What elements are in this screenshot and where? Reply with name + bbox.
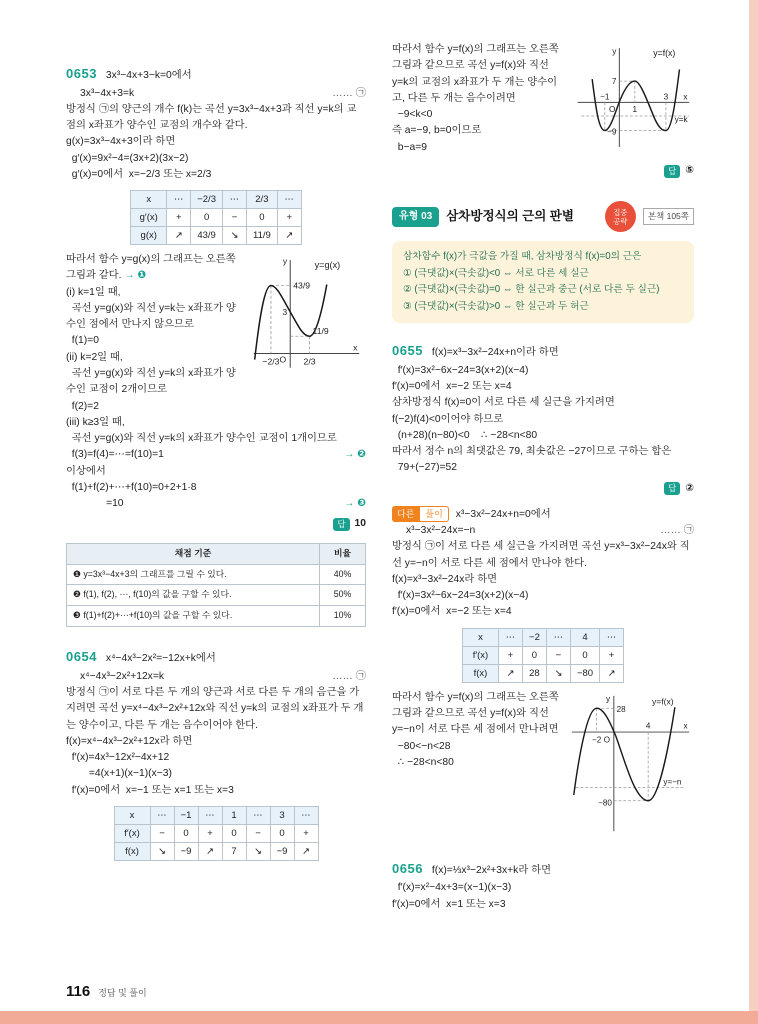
table-cell: ↘	[222, 227, 246, 245]
sign-table-0655	[462, 628, 624, 683]
text-line: f(−2)f(4)<0이어야 하므로	[392, 413, 504, 425]
table-cell: ↘	[546, 664, 570, 682]
problem-first-line: x⁴−4x³−2x²=−12x+k에서	[105, 653, 216, 665]
graph-label-x-axis: x	[353, 342, 358, 353]
concept-box	[392, 241, 694, 323]
graph-label-max: 43/9	[293, 280, 311, 291]
graph-label-x-min: 2/3	[303, 356, 316, 367]
text-line: ① (극댓값)×(극솟값)<0 ⇔ 서로 다른 세 실근	[403, 267, 589, 279]
table-cell: 0	[174, 824, 198, 842]
text-line: 즉 a=−9, b=0이므로	[392, 125, 482, 137]
table-cell: x	[114, 806, 150, 824]
equation: x⁴−4x³−2x²+12x=k	[80, 670, 164, 682]
answer-value: ②	[685, 482, 694, 494]
focus-badge-line2: 공략	[613, 216, 628, 226]
table-row	[131, 191, 302, 209]
text-line: (iii) k≥3일 때,	[66, 416, 125, 428]
graph-label-line: y=k	[674, 114, 688, 124]
table-header-cell: 채점 기준	[67, 543, 320, 564]
alt-first-line: x³−3x²−24x+n=0에서	[455, 508, 551, 520]
table-header-cell: 비율	[320, 543, 366, 564]
graph-label-x-max: −2/3	[262, 356, 280, 367]
table-cell: +	[198, 824, 222, 842]
text-line: 따라서 정수 n의 최댓값은 79, 최솟값은 −27이므로 구하는 합은	[392, 446, 672, 458]
text-line: 방정식 ㉠이 서로 다른 두 개의 양근과 서로 다른 두 개의 음근을 가지려면 곡선 y=x⁴−4x³−2x²+12x와 직선 y=k의 교점의 x좌표가 두 개는 양수이고, 다른 두 개는 음수이어야 한다.	[66, 687, 364, 731]
table-cell: −	[150, 824, 174, 842]
table-cell: x	[462, 628, 498, 646]
solution-text	[392, 363, 694, 477]
graph-label-function: y=g(x)	[314, 260, 341, 271]
focus-badge-line1: 집중	[613, 207, 628, 217]
answer-line	[392, 163, 694, 179]
table-cell: ↗	[277, 227, 301, 245]
table-row	[462, 664, 623, 682]
text-line: 79+(−27)=52	[392, 462, 457, 474]
graph-0653	[251, 254, 366, 388]
solution-text	[66, 685, 366, 799]
table-row	[462, 628, 623, 646]
graph-0654	[566, 44, 694, 155]
type-03-section	[392, 201, 694, 323]
problem-0656	[392, 859, 694, 913]
graph-label-x-axis: x	[683, 720, 688, 730]
text-line: f′(x)=3x²−6x−24=3(x+2)(x−4)	[392, 364, 529, 376]
problem-number: 0655	[392, 343, 423, 359]
problem-number: 0653	[66, 66, 97, 81]
solution-sentence: f(3)=f(4)=⋯=f(10)=1	[66, 449, 164, 461]
table-cell: +	[277, 209, 301, 227]
graph-label-y-axis: y	[612, 46, 617, 56]
table-row	[114, 806, 318, 824]
graph-label-x1: −2	[592, 735, 602, 745]
table-cell: ⋯	[294, 806, 318, 824]
function-curve	[255, 285, 327, 360]
equation: 3x³−4x+3=k	[80, 87, 135, 99]
graph-label-x1: −1	[600, 92, 610, 102]
table-cell: ❶ y=3x³−4x+3의 그래프를 그릴 수 있다.	[67, 564, 320, 585]
table-cell: −1	[174, 806, 198, 824]
graph-label-x3: 3	[663, 92, 669, 102]
graph-paragraph-0655	[392, 690, 694, 841]
problem-number: 0656	[392, 860, 423, 876]
table-cell: +	[294, 824, 318, 842]
graph-label-x-axis: x	[683, 92, 688, 102]
solution-text	[66, 464, 366, 497]
table-cell: 10%	[320, 606, 366, 627]
table-row	[131, 209, 302, 227]
solution-sentence: 따라서 함수 y=f(x)의 그래프는 오른쪽 그림과 같으므로 곡선 y=f(x)와 직선 y=k의 교점의 x좌표가 두 개는 양수이고, 다른 두 개는 음수이려면	[392, 44, 562, 104]
table-cell: ↗	[498, 664, 522, 682]
text-line: ② (극댓값)×(극솟값)=0 ⇔ 한 실근과 중근 (서로 다른 두 실근)	[403, 284, 660, 296]
sign-table-0654	[114, 806, 319, 861]
problem-head	[392, 341, 694, 362]
table-cell: 43/9	[191, 227, 223, 245]
graph-label-x2: 4	[645, 720, 651, 730]
table-cell: ⋯	[222, 191, 246, 209]
text-line: f(1)=0	[66, 335, 99, 347]
table-row	[114, 824, 318, 842]
table-cell: 50%	[320, 585, 366, 606]
answer-value: 10	[354, 518, 366, 530]
text-line: 곡선 y=g(x)와 직선 y=k의 x좌표가 양수인 교점이 1개이므로	[66, 433, 337, 445]
text-line: g′(x)=0에서 x=−2/3 또는 x=2/3	[66, 168, 212, 180]
type-header	[392, 201, 694, 232]
book-page-reference: 본책 105쪽	[643, 208, 694, 225]
table-row	[114, 842, 318, 860]
problem-0655	[392, 341, 694, 841]
problem-0654-continued	[392, 42, 694, 181]
table-row	[462, 646, 623, 664]
right-column	[392, 42, 694, 917]
table-cell: 0	[270, 824, 294, 842]
table-cell: 40%	[320, 564, 366, 585]
table-cell: ↗	[167, 227, 191, 245]
answer-badge: 답	[664, 165, 680, 178]
problem-first-line: 3x³−4x+3−k=0에서	[105, 70, 192, 81]
text-line: 삼차함수 f(x)가 극값을 가질 때, 삼차방정식 f(x)=0의 근은	[403, 251, 642, 263]
text-line: f′(x)=4x³−12x²−4x+12	[66, 752, 170, 764]
table-cell: 0	[222, 824, 246, 842]
table-cell: ↘	[246, 842, 270, 860]
table-cell: 4	[570, 628, 599, 646]
solution-sentence: 따라서 함수 y=f(x)의 그래프는 오른쪽 그림과 같으므로 곡선 y=f(x)와 직선 y=−n이 서로 다른 세 점에서 만나려면	[392, 691, 562, 736]
graph-label-line: y=−n	[663, 777, 682, 787]
graph-label-min: −80	[598, 798, 612, 808]
page-edge-strip-right	[749, 0, 758, 1024]
text-line: (ii) k=2일 때,	[66, 351, 123, 363]
text-line: f(x)=x³−3x²−24x라 하면	[392, 573, 498, 585]
table-cell: g(x)	[131, 227, 167, 245]
text-line: −9<k<0	[392, 109, 433, 121]
table-cell: +	[167, 209, 191, 227]
table-cell: g′(x)	[131, 209, 167, 227]
focus-badge	[605, 201, 636, 232]
solution-sentence: 따라서 함수 y=g(x)의 그래프는 오른쪽 그림과 같다.	[66, 254, 239, 282]
footer-label: 정답 및 풀이	[98, 988, 147, 998]
table-cell: ⋯	[167, 191, 191, 209]
table-cell: −	[546, 646, 570, 664]
table-cell: 0	[522, 646, 546, 664]
table-cell: ↗	[294, 842, 318, 860]
table-cell: +	[498, 646, 522, 664]
page-number: 116	[66, 983, 91, 1000]
problem-first-line: f(x)=⅓x³−2x²+3x+k라 하면	[431, 864, 552, 876]
text-line: 곡선 y=g(x)와 직선 y=k의 x좌표가 양수인 교점이 2개이므로	[66, 367, 236, 396]
equation-line	[66, 86, 366, 102]
grading-rubric-table	[66, 543, 366, 628]
type-title: 삼차방정식의 근의 판별	[446, 208, 574, 223]
step-mark-3: → ❸	[344, 498, 366, 510]
table-cell: ⋯	[498, 628, 522, 646]
sign-table-0653	[130, 190, 302, 245]
table-cell: 3	[270, 806, 294, 824]
marked-line	[66, 496, 366, 512]
graph-label-local-max: 7	[611, 76, 617, 86]
table-cell: 28	[522, 664, 546, 682]
table-cell: +	[600, 646, 624, 664]
problem-0653	[66, 64, 366, 629]
graph-paragraph-0654	[392, 42, 694, 159]
marked-line	[66, 447, 366, 463]
text-line: f′(x)=3x²−6x−24=3(x+2)(x−4)	[392, 590, 529, 602]
text-line: 이상에서	[66, 465, 106, 477]
table-row	[131, 227, 302, 245]
graph-paragraph-0653	[66, 252, 366, 512]
text-line: f′(x)=0에서 x=1 또는 x=3	[392, 898, 506, 910]
graph-label-x2: 1	[632, 105, 638, 115]
page-footer	[66, 983, 147, 1000]
table-cell: 7	[222, 842, 246, 860]
problem-first-line: f(x)=x³−3x²−24x+n이라 하면	[431, 347, 559, 359]
equation-ref: …… ㉠	[660, 525, 694, 537]
step-mark-2: → ❷	[344, 449, 366, 461]
equation-ref: …… ㉠	[332, 87, 366, 99]
equation-line	[66, 669, 366, 685]
table-cell: x	[131, 191, 167, 209]
table-cell: ⋯	[150, 806, 174, 824]
graph-label-max: 28	[616, 704, 626, 714]
graph-label-origin: O	[603, 735, 611, 745]
text-line: 삼차방정식 f(x)=0이 서로 다른 세 실근을 가지려면	[392, 397, 615, 409]
graph-label-y-axis: y	[282, 256, 288, 267]
graph-label-min: −9	[607, 127, 617, 137]
problem-head	[392, 859, 694, 880]
text-line: f′(x)=0에서 x=−2 또는 x=4	[392, 381, 512, 392]
text-line: b−a=9	[392, 141, 427, 153]
text-line: g(x)=3x³−4x+3이라 하면	[66, 136, 176, 148]
table-cell: ↗	[600, 664, 624, 682]
text-line: ③ (극댓값)×(극솟값)>0 ⇔ 한 실근과 두 허근	[403, 300, 589, 312]
table-cell: ⋯	[246, 806, 270, 824]
answer-line	[392, 481, 694, 497]
alternative-solution-head	[392, 506, 694, 523]
text-line: f(2)=2	[66, 400, 99, 412]
answer-badge: 답	[333, 518, 349, 531]
solution-text	[392, 539, 694, 620]
alt-badge-part1: 다른	[392, 506, 419, 522]
text-line: (n+28)(n−80)<0 ∴ −28<n<80	[392, 429, 538, 441]
table-cell: ❸ f(1)+f(2)+⋯+f(10)의 값을 구할 수 있다.	[67, 606, 320, 627]
table-cell: ❷ f(1), f(2), ⋯, f(10)의 값을 구할 수 있다.	[67, 585, 320, 606]
table-cell: −	[222, 209, 246, 227]
alt-solution-badge	[392, 506, 449, 522]
text-line: f(x)=x⁴−4x³−2x²+12x라 하면	[66, 735, 193, 747]
alt-badge-part2: 풀이	[419, 506, 448, 522]
table-cell: 2/3	[246, 191, 277, 209]
problem-head	[66, 647, 366, 668]
page-edge-strip-bottom	[0, 1011, 758, 1024]
table-cell: −80	[570, 664, 599, 682]
table-cell: ⋯	[546, 628, 570, 646]
answer-badge: 답	[664, 482, 680, 495]
text-line: (i) k=1일 때,	[66, 286, 121, 298]
text-line: 방정식 ㉠이 서로 다른 세 실근을 가지려면 곡선 y=x³−3x²−24x와 직선 y=−n이 서로 다른 세 점에서 만나야 한다.	[392, 541, 690, 569]
graph-label-function: y=f(x)	[651, 696, 674, 707]
table-row	[67, 564, 366, 585]
graph-label-function: y=f(x)	[653, 47, 676, 58]
equation-ref: …… ㉠	[332, 670, 366, 682]
table-row	[67, 585, 366, 606]
equation: x³−3x²−24x=−n	[406, 525, 476, 537]
table-cell: ↘	[150, 842, 174, 860]
text-line: f′(x)=0에서 x=−1 또는 x=1 또는 x=3	[66, 784, 234, 796]
table-row	[67, 606, 366, 627]
left-column	[66, 64, 366, 868]
graph-label-y-intercept: 3	[282, 307, 288, 318]
table-cell: f′(x)	[114, 824, 150, 842]
problem-0654	[66, 647, 366, 861]
text-line: ∴ −28<n<80	[392, 756, 454, 768]
text-line: −80<−n<28	[392, 740, 451, 752]
table-cell: 11/9	[246, 227, 277, 245]
table-cell: ↗	[198, 842, 222, 860]
table-cell: ⋯	[198, 806, 222, 824]
text-line: f(1)+f(2)+⋯+f(10)=0+2+1·8	[66, 481, 197, 493]
table-cell: 0	[246, 209, 277, 227]
table-cell: −9	[270, 842, 294, 860]
graph-label-origin: O	[609, 105, 616, 115]
answer-value: ⑤	[685, 165, 694, 176]
type-badge: 유형 03	[392, 207, 439, 227]
text-line: 방정식 ㉠의 양근의 개수 f(k)는 곡선 y=3x³−4x+3과 직선 y=k의 교점의 x좌표가 양수인 교점의 개수와 같다.	[66, 103, 357, 132]
solution-text	[66, 102, 366, 183]
table-cell: ⋯	[277, 191, 301, 209]
table-cell: 0	[191, 209, 223, 227]
table-cell: −9	[174, 842, 198, 860]
graph-0655	[568, 692, 694, 837]
table-cell: −2/3	[191, 191, 223, 209]
graph-label-origin: O	[279, 354, 287, 365]
text-line: g′(x)=9x²−4=(3x+2)(3x−2)	[66, 152, 189, 164]
text-line: f′(x)=x²−4x+3=(x−1)(x−3)	[392, 882, 512, 894]
answer-line	[66, 516, 366, 532]
step-mark-1: → ❶	[124, 270, 147, 282]
table-cell: −	[246, 824, 270, 842]
text-line: 곡선 y=g(x)와 직선 y=k는 x좌표가 양수인 점에서 만나지 않으므로	[66, 302, 236, 331]
solution-text	[392, 880, 694, 913]
solution-sentence: =10	[66, 498, 124, 510]
table-cell: −2	[522, 628, 546, 646]
function-curve	[574, 704, 675, 800]
table-cell: 0	[570, 646, 599, 664]
graph-label-y-axis: y	[605, 694, 611, 704]
graph-label-min: 11/9	[312, 326, 329, 337]
table-cell: 1	[222, 806, 246, 824]
table-cell: f(x)	[114, 842, 150, 860]
problem-number: 0654	[66, 649, 97, 665]
table-cell: ⋯	[600, 628, 624, 646]
table-cell: f′(x)	[462, 646, 498, 664]
table-row	[67, 543, 366, 564]
equation-line	[392, 523, 694, 539]
problem-head	[66, 64, 366, 85]
table-cell: f(x)	[462, 664, 498, 682]
text-line: =4(x+1)(x−1)(x−3)	[66, 768, 172, 780]
text-line: f′(x)=0에서 x=−2 또는 x=4	[392, 606, 512, 618]
